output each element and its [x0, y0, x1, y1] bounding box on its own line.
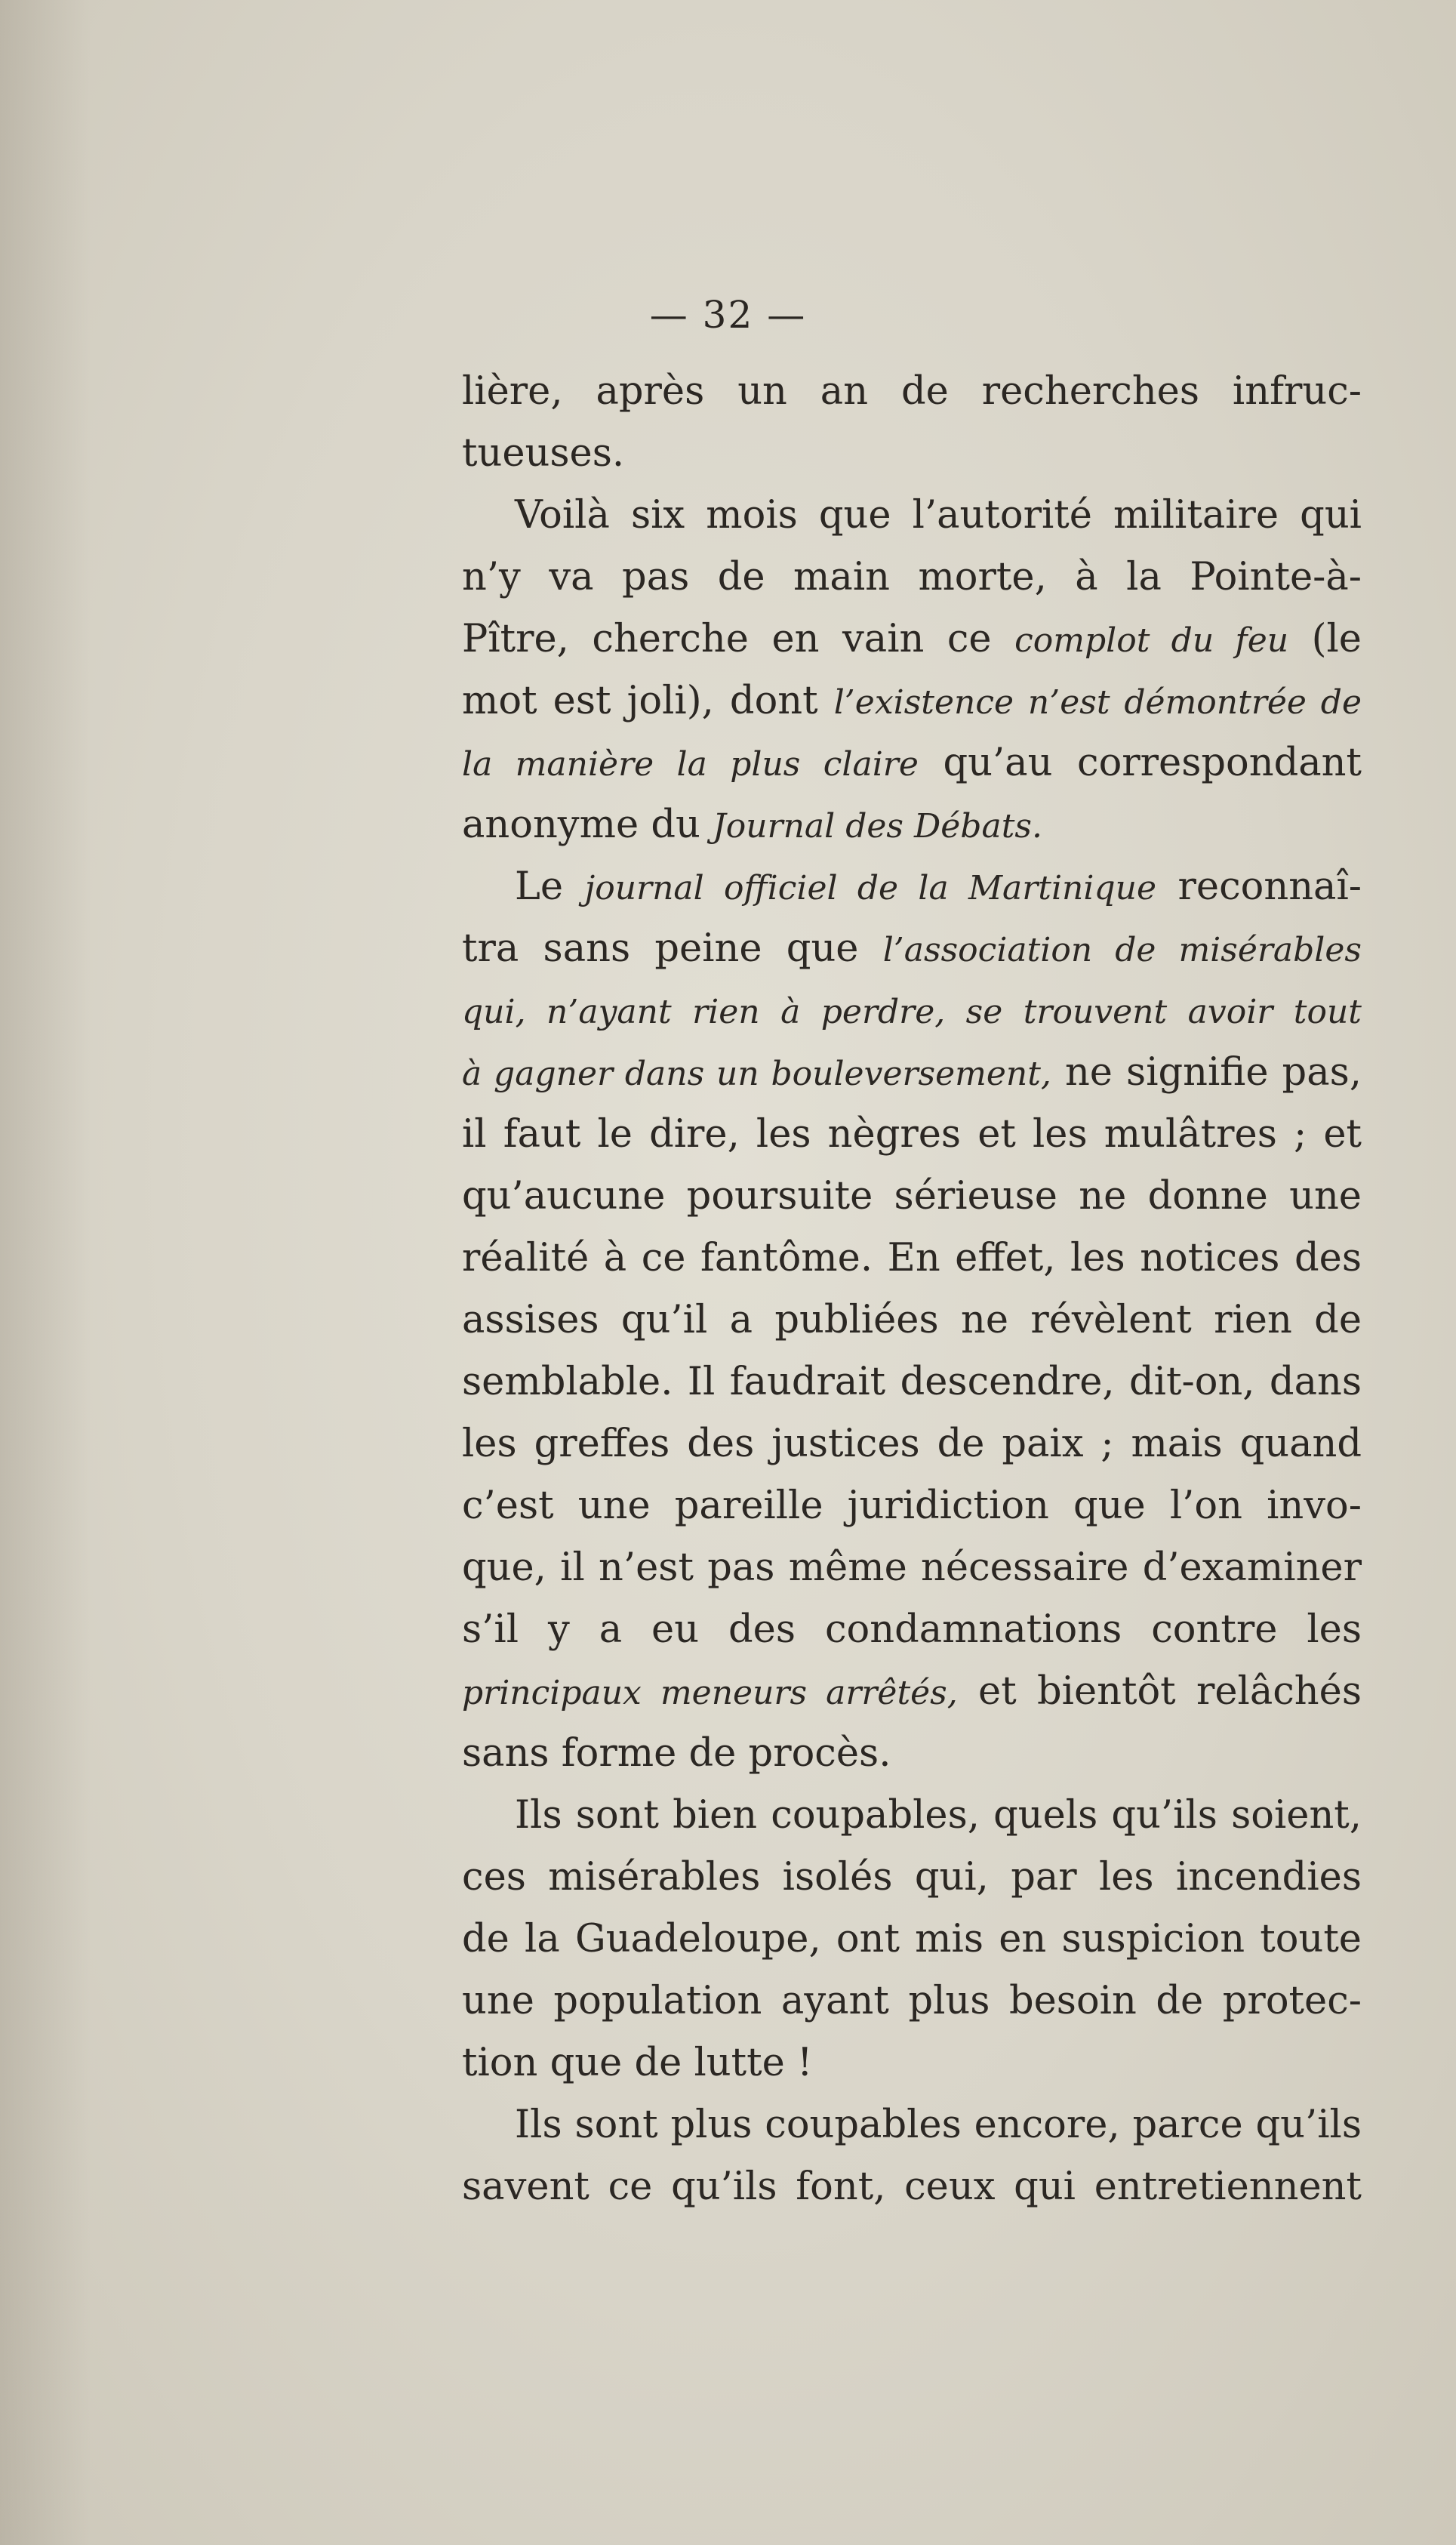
text-line — [462, 918, 1362, 980]
text-line — [462, 1413, 1362, 1475]
text-line — [462, 732, 1362, 794]
text-line — [462, 1661, 1362, 1723]
text-segment: Pître, cherche en vain ce — [462, 617, 1015, 661]
text-line — [462, 1970, 1362, 2032]
text-segment: tra sans peine que — [462, 926, 883, 971]
text-segment: anonyme du — [462, 803, 713, 847]
text-line — [462, 1723, 1362, 1785]
text-segment: Voilà six mois que l’autorité militaire qui — [515, 493, 1362, 538]
text-segment: reconnaî- — [1156, 864, 1362, 909]
text-line — [462, 485, 1362, 547]
text-line — [462, 1104, 1362, 1166]
text-segment: qu’au correspondant — [918, 741, 1362, 785]
text-segment: réalité à ce fantôme. En effet, les notices des — [462, 1236, 1362, 1280]
text-segment: les greffes des justices de paix ; mais quand — [462, 1422, 1362, 1466]
text-segment: qu’aucune poursuite sérieuse ne donne une — [462, 1174, 1362, 1219]
italic-text: qui, n’ayant rien à perdre, se trouvent avoir tout — [462, 993, 1362, 1031]
text-line — [462, 980, 1362, 1042]
text-segment: semblable. Il faudrait descendre, dit-on, dans — [462, 1360, 1362, 1404]
italic-text: journal officiel de la Martinique — [584, 869, 1156, 907]
text-line — [462, 1042, 1362, 1104]
text-segment: savent ce qu’ils font, ceux qui entretiennent — [462, 2164, 1362, 2209]
text-line — [462, 1785, 1362, 1847]
text-line — [462, 2032, 1362, 2094]
text-segment: Ils sont plus coupables encore, parce qu’ils — [515, 2103, 1362, 2147]
text-line — [462, 856, 1362, 918]
page-shadow — [0, 0, 91, 2545]
page-number: — 32 — — [649, 293, 807, 337]
italic-text: à gagner dans un bouleversement, — [462, 1055, 1051, 1093]
text-segment: tueuses. — [462, 431, 625, 476]
text-line — [462, 423, 1362, 485]
italic-text: l’existence n’est démontrée de — [833, 683, 1362, 722]
text-line — [462, 361, 1362, 423]
text-segment: il faut le dire, les nègres et les mulâtres ; et — [462, 1112, 1362, 1157]
text-segment: une population ayant plus besoin de protec- — [462, 1979, 1362, 2023]
text-segment: assises qu’il a publiées ne révèlent rien de — [462, 1298, 1362, 1342]
text-line — [462, 1847, 1362, 1909]
text-segment: sans forme de procès. — [462, 1731, 891, 1776]
text-line — [462, 2094, 1362, 2156]
italic-text: la manière la plus claire — [462, 745, 919, 784]
text-segment: tion que de lutte ! — [462, 2041, 813, 2085]
text-segment: et bientôt relâchés — [957, 1669, 1362, 1714]
italic-text: principaux meneurs arrêtés, — [462, 1674, 958, 1712]
text-segment: de la Guadeloupe, ont mis en suspicion toute — [462, 1917, 1362, 1961]
text-segment: s’il y a eu des condamnations contre les — [462, 1607, 1362, 1652]
text-line — [462, 1289, 1362, 1351]
text-segment: que, il n’est pas même nécessaire d’examiner — [462, 1545, 1362, 1590]
text-segment: lière, après un an de recherches infruc- — [462, 369, 1362, 414]
text-segment: ne signifie pas, — [1051, 1050, 1362, 1095]
text-segment: Ils sont bien coupables, quels qu’ils soient, — [515, 1793, 1362, 1838]
text-segment: (le — [1288, 617, 1362, 661]
text-line — [462, 794, 1362, 856]
italic-text: Journal des Débats. — [713, 807, 1042, 846]
italic-text: complot du feu — [1014, 621, 1289, 660]
body-text — [462, 361, 1362, 2218]
text-segment: Le — [515, 864, 585, 909]
italic-text: l’association de misérables — [882, 931, 1362, 969]
text-segment: n’y va pas de main morte, à la Pointe-à- — [462, 555, 1362, 599]
text-line — [462, 1475, 1362, 1537]
text-line — [462, 609, 1362, 670]
text-line — [462, 1228, 1362, 1289]
text-segment: ces misérables isolés qui, par les incendies — [462, 1855, 1362, 1900]
text-line — [462, 547, 1362, 609]
text-line — [462, 1909, 1362, 1970]
text-line — [462, 670, 1362, 732]
text-segment: c’est une pareille juridiction que l’on invo- — [462, 1484, 1362, 1528]
text-line — [462, 1599, 1362, 1661]
text-segment: mot est joli), dont — [462, 679, 834, 723]
text-line — [462, 1537, 1362, 1599]
text-line — [462, 2156, 1362, 2218]
text-line — [462, 1351, 1362, 1413]
text-line — [462, 1166, 1362, 1228]
